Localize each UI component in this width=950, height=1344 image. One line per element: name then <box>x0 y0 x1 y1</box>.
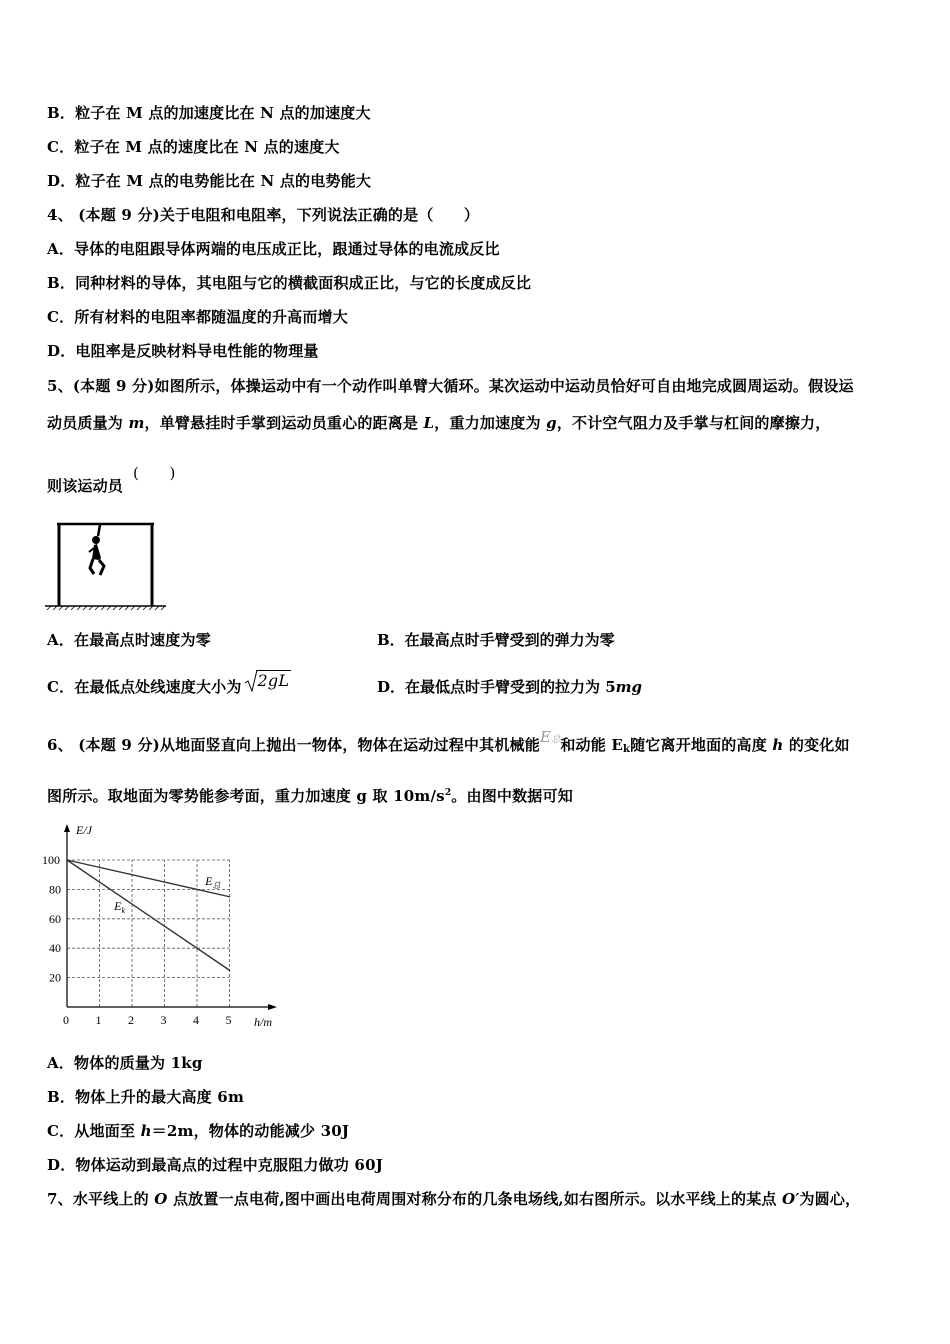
q4-option-c: C．所有材料的电阻率都随温度的升高而增大 <box>47 308 348 326</box>
q5-stem-line3: 则该运动员 <box>47 477 124 495</box>
series-0-point-1 <box>229 896 231 898</box>
q3-option-c: C．粒子在 M 点的速度比在 N 点的速度大 <box>47 138 340 156</box>
q6-option-a: A．物体的质量为 1kg <box>47 1054 203 1072</box>
x-tick-5: 5 <box>225 1013 232 1027</box>
q4-option-d: D．电阻率是反映材料导电性能的物理量 <box>47 342 319 360</box>
energy-height-chart <box>40 818 285 1033</box>
x-tick-4: 4 <box>193 1013 199 1027</box>
q4-stem: 4、 (本题 9 分)关于电阻和电阻率，下列说法正确的是（ ） <box>47 206 480 224</box>
q6-option-d: D．物体运动到最高点的过程中克服阻力做功 60J <box>47 1156 384 1174</box>
high-bar-figure <box>44 518 168 614</box>
y-axis-label: E/J <box>76 823 92 837</box>
q6-option-c: C．从地面至 h＝2m，物体的动能减少 30J <box>47 1122 350 1140</box>
q5-option-a: A．在最高点时速度为零 <box>47 631 211 649</box>
x-axis-label: h/m <box>254 1015 272 1029</box>
q5-stem-line1: 5、(本题 9 分)如图所示，体操运动中有一个动作叫单臂大循环。某次运动中运动员恰好可自由地完成圆周运动。假设运 <box>47 377 854 395</box>
chart-ticks <box>42 853 232 1027</box>
q3-option-d: D．粒子在 M 点的电势能比在 N 点的电势能大 <box>47 172 372 190</box>
q7-stem-line1: 7、水平线上的 O 点放置一点电荷,图中画出电荷周围对称分布的几条电场线,如右图所示。以水平线上的某点 O′为圆心， <box>47 1190 861 1208</box>
q4-option-a: A．导体的电阻跟导体两端的电压成正比，跟通过导体的电流成反比 <box>47 240 500 258</box>
y-tick-100: 100 <box>42 853 60 867</box>
q3-option-b: B．粒子在 M 点的加速度比在 N 点的加速度大 <box>47 104 371 122</box>
x-tick-2: 2 <box>128 1013 134 1027</box>
y-tick-20: 20 <box>49 970 61 985</box>
gymnast-icon <box>89 525 104 575</box>
q6-stem-line1: 6、 (本题 9 分)从地面竖直向上抛出一物体，物体在运动过程中其机械能E总和动能 $E_k$随它离开地面的高度 h 的变化如 <box>47 728 850 755</box>
q5-option-b: B．在最高点时手臂受到的弹力为零 <box>377 631 615 649</box>
series-1-point-1 <box>229 969 231 971</box>
x-tick-1: 1 <box>95 1013 102 1027</box>
q5-answer-paren: ( ) <box>133 464 176 482</box>
y-tick-40: 40 <box>49 941 61 956</box>
x-tick-0: 0 <box>63 1013 69 1027</box>
q5-option-d: D．在最低点时手臂受到的拉力为 5mg <box>377 678 643 696</box>
chart-axes <box>64 824 277 1010</box>
chart-labels <box>75 823 272 1029</box>
x-tick-3: 3 <box>160 1013 167 1027</box>
series-1-point-0 <box>66 859 68 861</box>
series-label-0: $E_总$ <box>205 873 221 890</box>
q4-option-b: B．同种材料的导体，其电阻与它的横截面积成正比，与它的长度成反比 <box>47 274 532 292</box>
q5-stem-line2: 动员质量为 m，单臂悬挂时手掌到运动员重心的距离是 L，重力加速度为 g，不计空气阻力及手掌与杠间的摩擦力， <box>47 414 831 432</box>
x-axis-arrow-icon <box>268 1004 277 1010</box>
sqrt-sign-icon <box>244 669 258 693</box>
y-axis-arrow-icon <box>64 824 70 832</box>
y-tick-60: 60 <box>49 911 61 926</box>
q6-option-b: B．物体上升的最大高度 6m <box>47 1088 245 1106</box>
q6-stem-line2: 图所示。取地面为零势能参考面，重力加速度 g 取 $10m/s^2$。由图中数据可知 <box>47 787 573 805</box>
q5-option-c: C．在最低点处线速度大小为 2gL <box>47 671 290 696</box>
series-label-1: $E_k$ <box>114 898 126 915</box>
y-tick-80: 80 <box>49 882 61 897</box>
